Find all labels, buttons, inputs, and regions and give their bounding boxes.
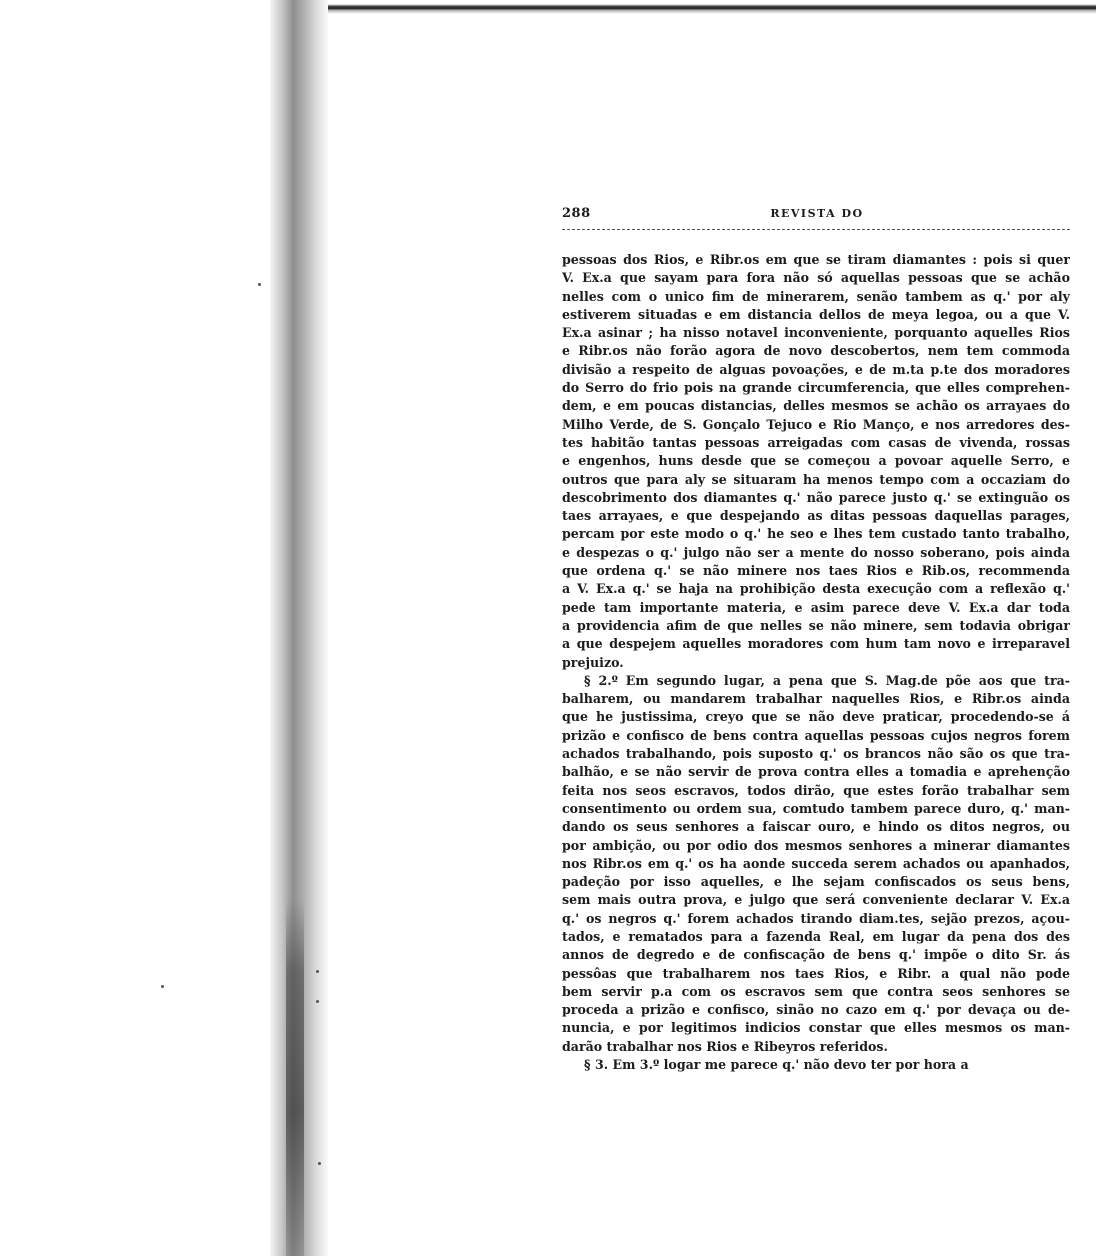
- text-line: pessôas que trabalharem nos taes Rios, e Ribr. a qual não pode: [562, 965, 1070, 981]
- text-line: a que despejem aquelles moradores com hum tam novo e irreparavel: [562, 636, 1070, 652]
- text-line: padeção por isso aquelles, e lhe sejam confiscados os seus bens,: [562, 874, 1070, 890]
- text-line: prizão e confisco de bens contra aquellas pessoas cujos negros forem: [562, 727, 1070, 743]
- text-line: divisão a respeito de alguas povoações, e de m.ta p.te dos moradores: [562, 361, 1070, 377]
- text-line: e despezas o q.' julgo não ser a mente do nosso soberano, pois ainda: [562, 544, 1070, 560]
- text-line: annos de degredo e de confiscação de bens q.' impõe o dito Sr. ás: [562, 947, 1070, 963]
- header-rule: [562, 229, 1070, 230]
- text-line: dando os seus senhores a faiscar ouro, e hindo os ditos negros, ou: [562, 819, 1070, 835]
- text-line: Milho Verde, de S. Gonçalo Tejuco e Rio Manço, e nos arredores des-: [562, 416, 1070, 432]
- text-line: consentimento ou ordem sua, comtudo tambem parece duro, q.' man-: [562, 800, 1070, 816]
- text-line: descobrimento dos diamantes q.' não parece justo q.' se extinguão os: [562, 489, 1070, 505]
- text-line: estiverem situadas e em distancia dellos de meya legoa, ou a que V.: [562, 306, 1070, 322]
- text-line: § 2.º Em segundo lugar, a pena que S. Mag.de põe aos que tra-: [584, 672, 1070, 688]
- text-line: balhão, e se não servir de prova contra elles a tomadia e aprehenção: [562, 764, 1070, 780]
- running-head: [562, 206, 1072, 228]
- text-line: nos Ribr.os em q.' os ha aonde succeda serem achados ou apanhados,: [562, 855, 1070, 871]
- text-line: que ordena q.' se não minere nos taes Rios e Rib.os, recommenda: [562, 563, 1070, 579]
- text-line: Ex.a asinar ; ha nisso notavel inconveniente, porquanto aquelles Rios: [562, 325, 1070, 341]
- text-line: pede tam importante materia, e asim parece deve V. Ex.a dar toda: [562, 599, 1070, 615]
- paper-speck: [318, 1162, 321, 1165]
- text-line: prejuizo.: [562, 654, 624, 670]
- text-line: a V. Ex.a q.' se haja na prohibição desta execução com a reflexão q.': [562, 581, 1070, 597]
- text-line: nelles com o unico fim de minerarem, senão tambem as q.' por aly: [562, 288, 1070, 304]
- paper-speck: [161, 985, 164, 988]
- text-line: a providencia afim de que nelles se não minere, sem todavia obrigar: [562, 617, 1070, 633]
- text-line: tados, e rematados para a fazenda Real, em lugar da pena dos des: [562, 928, 1070, 944]
- body-text: [562, 251, 1070, 1074]
- text-line: outros que para aly se situaram ha menos tempo com a occaziam do: [562, 471, 1070, 487]
- text-line: percam por este modo o q.' he seo e lhes tem custado tanto trabalho,: [562, 526, 1070, 542]
- text-line: dem, e em poucas distancias, delles mesmos se achão os arrayaes do: [562, 398, 1070, 414]
- text-line: nuncia, e por legitimos indicios constar que elles mesmos os man-: [562, 1020, 1070, 1036]
- text-line: tes habitão tantas pessoas arreigadas com casas de vivenda, rossas: [562, 434, 1070, 450]
- text-line: sem mais outra prova, e julgo que será conveniente declarar V. Ex.a: [562, 892, 1070, 908]
- text-line: pessoas dos Rios, e Ribr.os em que se tiram diamantes : pois si quer: [562, 252, 1070, 267]
- text-line: darão trabalhar nos Rios e Ribeyros referidos.: [562, 1038, 888, 1054]
- text-line: § 3. Em 3.º logar me parece q.' não devo ter por hora a: [584, 1057, 969, 1073]
- text-line: taes arrayaes, e que despejando as ditas pessoas daquellas parages,: [562, 508, 1070, 524]
- text-line: e Ribr.os não forão agora de novo descobertos, nem tem commoda: [562, 343, 1070, 359]
- page-number: 288: [562, 206, 591, 221]
- paper-speck: [258, 283, 261, 286]
- text-line: do Serro do frio pois na grande circumferencia, que elles comprehen-: [562, 380, 1070, 396]
- text-line: que he justissima, creyo que se não deve praticar, procedendo-se á: [562, 709, 1070, 725]
- page-top-edge-shadow: [285, 0, 1096, 14]
- text-line: q.' os negros q.' forem achados tirando diam.tes, sejão prezos, açou-: [562, 910, 1070, 926]
- text-line: achados trabalhando, pois suposto q.' os brancos não são os que tra-: [562, 746, 1070, 762]
- paper-speck: [316, 1000, 319, 1003]
- text-line: bem servir p.a com os escravos sem que contra seos senhores se: [562, 983, 1070, 999]
- text-line: feita nos seos escravos, todos dirão, que estes forão trabalhar sem: [562, 782, 1070, 798]
- paper-speck: [316, 970, 319, 973]
- text-line: proceda a prizão e confisco, sinão no cazo em q.' por devaça ou de-: [562, 1002, 1070, 1018]
- text-line: balharem, ou mandarem trabalhar naquelles Rios, e Ribr.os ainda: [562, 691, 1070, 707]
- text-line: e engenhos, huns desde que se começou a povoar aquelle Serro, e: [562, 453, 1070, 469]
- running-head-title: REVISTA DO: [770, 207, 864, 220]
- text-line: por ambição, ou por odio dos mesmos senhores a minerar diamantes: [562, 837, 1070, 853]
- text-line: V. Ex.a que sayam para fora não só aquellas pessoas que se achão: [562, 270, 1070, 286]
- gutter-shadow: [286, 900, 304, 1256]
